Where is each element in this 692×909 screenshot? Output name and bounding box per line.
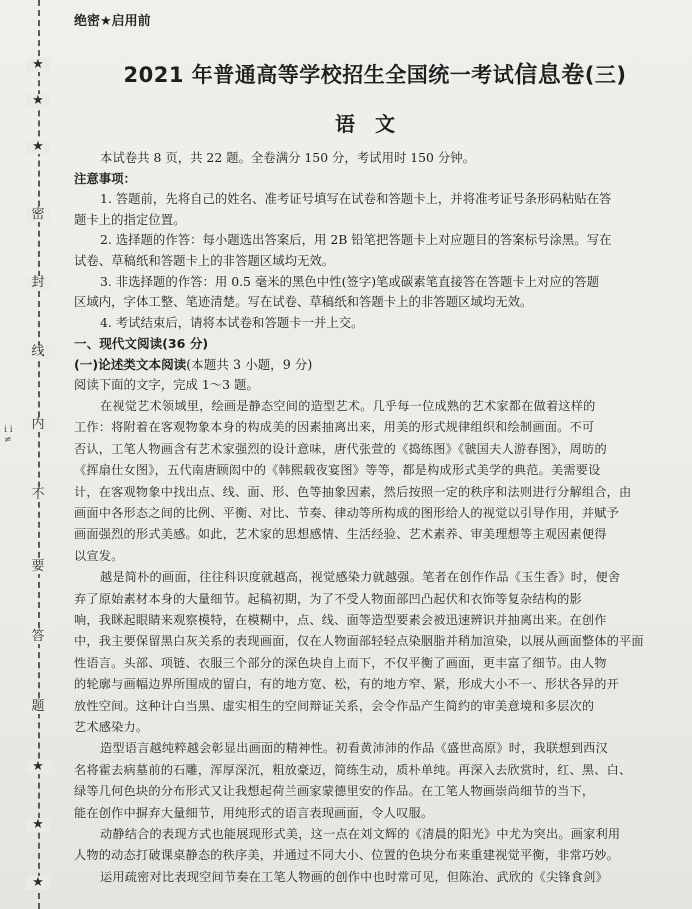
binding-mark: 封 (26, 276, 50, 290)
passage-line: 《挥扇仕女图》，五代南唐顾闳中的《韩熙载夜宴图》等等，都是构成形式美学的典范。美需要设 (74, 463, 601, 478)
page-content (64, 0, 686, 909)
notes-line: 3. 非选择题的作答：用 0.5 毫米的黑色中性(签字)笔或碳素笔直接答在答题卡上对应的答题 (100, 273, 600, 289)
subsection-note: (本题共 3 小题，9 分) (186, 357, 313, 373)
passage-line: 造型语言越纯粹越会彰显出画面的精神性。初看黄沛沛的作品《盛世高原》时，我联想到西汉 (100, 741, 608, 756)
passage-line: 工作：将附着在客观物象本身的构成美的因素抽离出来，用美的形式规律组织和绘制画面。不可 (74, 420, 595, 435)
notes-line: 试卷、草稿纸和答题卡上的非答题区域均无效。 (74, 252, 335, 268)
title-emph: 信息卷 (514, 62, 585, 88)
passage-line: 画面中各形态之间的比例、平衡、对比、节奏、律动等所构成的图形给人的视觉以引导作用，并赋予 (74, 505, 620, 520)
passage-line: 越是简朴的画面，往往科识度就越高，视觉感染力就越强。笔者在创作作品《玉生香》时，便舍 (100, 570, 621, 585)
passage-line: 在视觉艺术领域里，绘画是静态空间的造型艺术。几乎每一位成熟的艺术家都在做着这样的 (100, 398, 596, 413)
notes-line: 题卡上的指定位置。 (74, 211, 186, 227)
notes-line: 区域内，字体工整、笔迹清楚。写在试卷、草稿纸和答题卡上的非答题区域均无效。 (74, 294, 533, 310)
subsection-title: (一)论述类文本阅读 (74, 357, 187, 373)
passage-line: 能在创作中摒弃大量细节，用纯形式的语言表现画面，令人叹服。 (74, 805, 434, 820)
binding-mark: ★ (26, 760, 50, 774)
reading-passage (74, 396, 686, 888)
binding-mark: 密 (26, 208, 50, 222)
confidential-label: 绝密★启用前 (74, 14, 151, 29)
notes-list (74, 189, 686, 333)
notes-line: 2. 选择题的作答：每小题选出答案后，用 2B 铅笔把答题卡上对应题目的答案标号涂黑。写在 (100, 232, 612, 248)
binding-mark: ★ (26, 58, 50, 72)
binding-mark: 题 (26, 700, 50, 714)
title-main: 2021 年普通高等学校招生全国统一考试 (123, 63, 515, 87)
binding-mark: ★ (26, 94, 50, 108)
binding-mark: ★ (26, 876, 50, 890)
binding-mark: ★ (26, 818, 50, 832)
section-heading: 一、现代文阅读(36 分) (74, 336, 209, 352)
binding-mark: ★ (26, 140, 50, 154)
notes-heading: 注意事项： (74, 170, 136, 186)
passage-line: 动静结合的表现方式也能展现形式美，这一点在刘文辉的《清晨的阳光》中尤为突出。画家利用 (100, 827, 621, 842)
passage-line: 人物的动态打破课桌静态的秩序美，并通过不同大小、位置的色块分布来重建视觉平衡，非常巧妙。 (74, 848, 620, 863)
passage-line: 中，我主要保留黑白灰关系的表现画面，仅在人物面部轻轻点染胭脂并稍加渲染，以展从画面整体的平面 (74, 634, 644, 649)
subsection-heading (74, 354, 686, 375)
passage-line: 名将霍去病墓前的石雕，浑厚深沉，粗放豪迈，简练生动，质朴单纯。再深入去欣赏时，红、黑、白、 (74, 762, 632, 777)
passage-line: 弃了原始素材本身的大量细节。起稿初期，为了不受人物面部凹凸起伏和衣饰等复杂结构的影 (74, 591, 582, 606)
passage-line: 以宣发。 (74, 548, 124, 563)
notes-line: 4. 考试结束后，请将本试卷和答题卡一并上交。 (100, 314, 364, 330)
side-scribble: ⅰ ⅰ ≠ (4, 425, 13, 445)
passage-line: 计，在客观物象中找出点、线、面、形、色等抽象因素，然后按照一定的秩序和法则进行分解组合，由 (74, 484, 632, 499)
exam-body (74, 148, 686, 888)
binding-marks (26, 40, 50, 900)
reading-instruction: 阅读下面的文字，完成 1～3 题。 (74, 377, 259, 393)
binding-mark: 要 (26, 560, 50, 574)
page-title (64, 56, 686, 89)
exam-intro: 本试卷共 8 页，共 22 题。全卷满分 150 分，考试用时 150 分钟。 (100, 150, 476, 165)
binding-mark: 不 (26, 488, 50, 502)
passage-line: 的轮廓与画幅边界所围成的留白，有的地方宽、松，有的地方窄、紧，形成大小不一、形状各异的开 (74, 677, 620, 692)
binding-mark: 内 (26, 418, 50, 432)
passage-line: 画面强烈的形式美感。如此，艺术家的思想感情、生活经验、艺术素养、审美理想等主观因素便得 (74, 527, 607, 542)
passage-line: 运用疏密对比表现空间节奏在工笔人物画的创作中也时常可见，但陈治、武欣的《尖锋食剑》 (100, 869, 608, 884)
passage-line: 响，我眯起眼睛来观察模特，在模糊中，点、线、面等造型要素会被迅速辨识并抽离出来。在创作 (74, 613, 607, 627)
passage-line: 绿等几何色块的分布形式又让我想起荷兰画家蒙德里安的作品。在工笔人物画崇尚细节的当下， (74, 784, 595, 799)
passage-line: 放性空间。这种计白当黑、虚实相生的空间辩证关系，会令作品产生简约的审美意境和多层次的 (74, 698, 595, 713)
binding-mark: 线 (26, 345, 50, 359)
title-suffix: (三) (584, 63, 627, 87)
subject-title: 语文 (335, 112, 415, 136)
passage-line: 否认，工笔人物画含有艺术家强烈的设计意味，唐代张萱的《捣练图》《虢国夫人游春图》，周昉的 (74, 441, 607, 456)
passage-line: 性语言。头部、项链、衣服三个部分的深色块自上而下，不仅平衡了画面，更丰富了细节。由人物 (74, 655, 607, 670)
passage-line: 艺术感染力。 (74, 720, 149, 735)
notes-line: 1. 答题前，先将自己的姓名、准考证号填写在试卷和答题卡上，并将准考证号条形码粘贴在答 (100, 191, 612, 207)
binding-mark: 答 (26, 630, 50, 644)
